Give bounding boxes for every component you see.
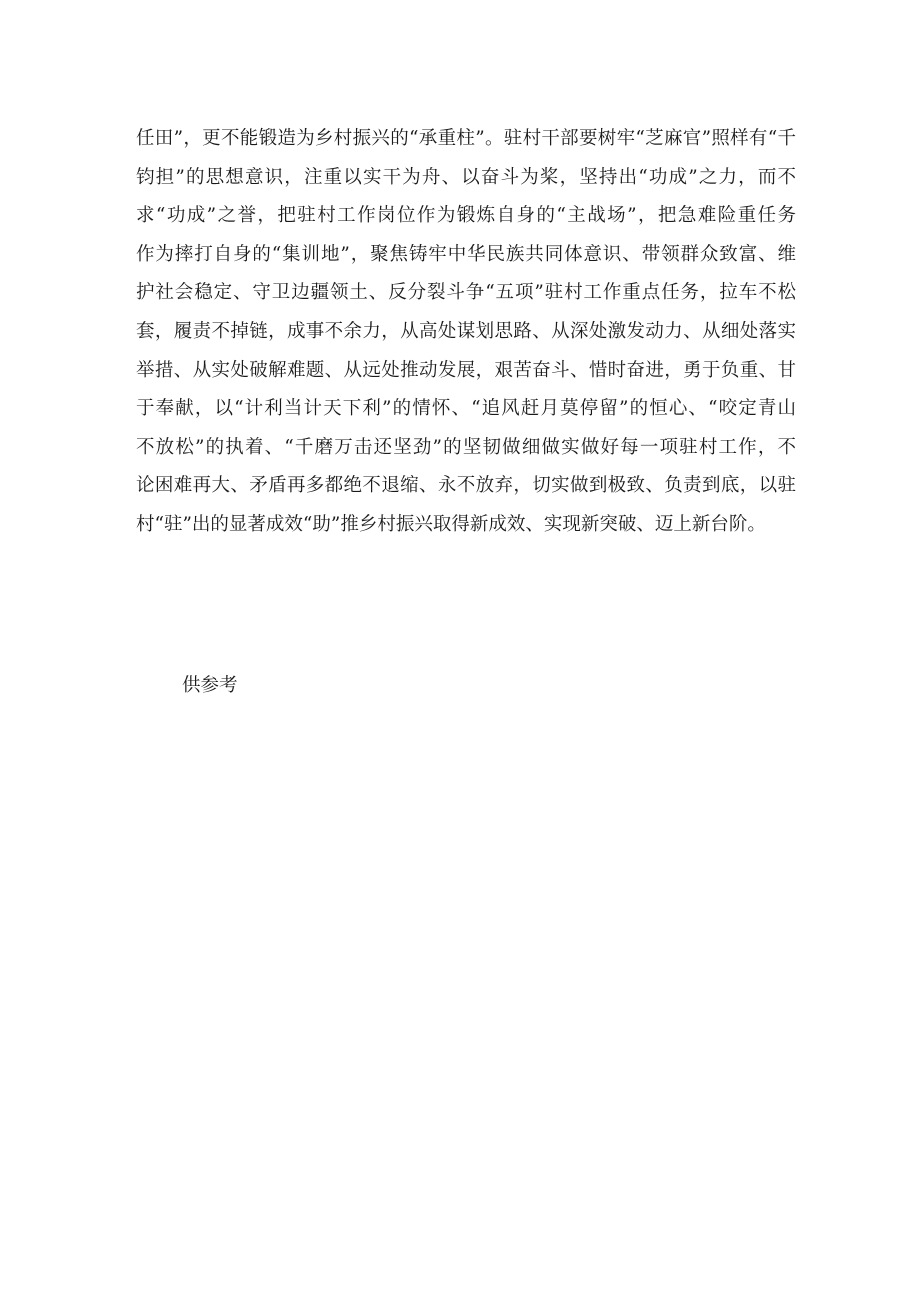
paragraph-line-7: 举措、从实处破解难题、从远处推动发展，艰苦奋斗、惜时奋进，勇于负重、甘 <box>136 359 796 381</box>
paragraph-line-5: 护社会稳定、守卫边疆领土、反分裂斗争“五项”驻村工作重点任务，拉车不松 <box>136 282 796 304</box>
paragraph-line-2: 钧担”的思想意识，注重以实干为舟、以奋斗为桨，坚持出“功成”之力，而不 <box>136 166 796 188</box>
body-paragraph <box>136 120 796 545</box>
paragraph-line-9: 不放松”的执着、“千磨万击还坚劲”的坚韧做细做实做好每一项驻村工作，不 <box>136 436 796 458</box>
paragraph-line-3: 求“功成”之誉，把驻村工作岗位作为锻炼自身的“主战场”，把急难险重任务 <box>136 205 796 227</box>
paragraph-line-8: 于奉献，以“计利当计天下利”的情怀、“追风赶月莫停留”的恒心、“咬定青山 <box>136 398 796 420</box>
paragraph-line-6: 套，履责不掉链，成事不余力，从高处谋划思路、从深处激发动力、从细处落实 <box>136 320 796 342</box>
paragraph-line-1: 任田”，更不能锻造为乡村振兴的“承重柱”。驻村干部要树牢“芝麻官”照样有“千 <box>136 128 796 149</box>
closing-note: 供参考 <box>182 675 238 696</box>
paragraph-line-11: 村“驻”出的显著成效“助”推乡村振兴取得新成效、实现新突破、迈上新台阶。 <box>136 513 766 535</box>
paragraph-line-10: 论困难再大、矛盾再多都绝不退缩、永不放弃，切实做到极致、负责到底，以驻 <box>136 475 796 497</box>
paragraph-line-4: 作为摔打自身的“集训地”，聚焦铸牢中华民族共同体意识、带领群众致富、维 <box>136 243 796 265</box>
